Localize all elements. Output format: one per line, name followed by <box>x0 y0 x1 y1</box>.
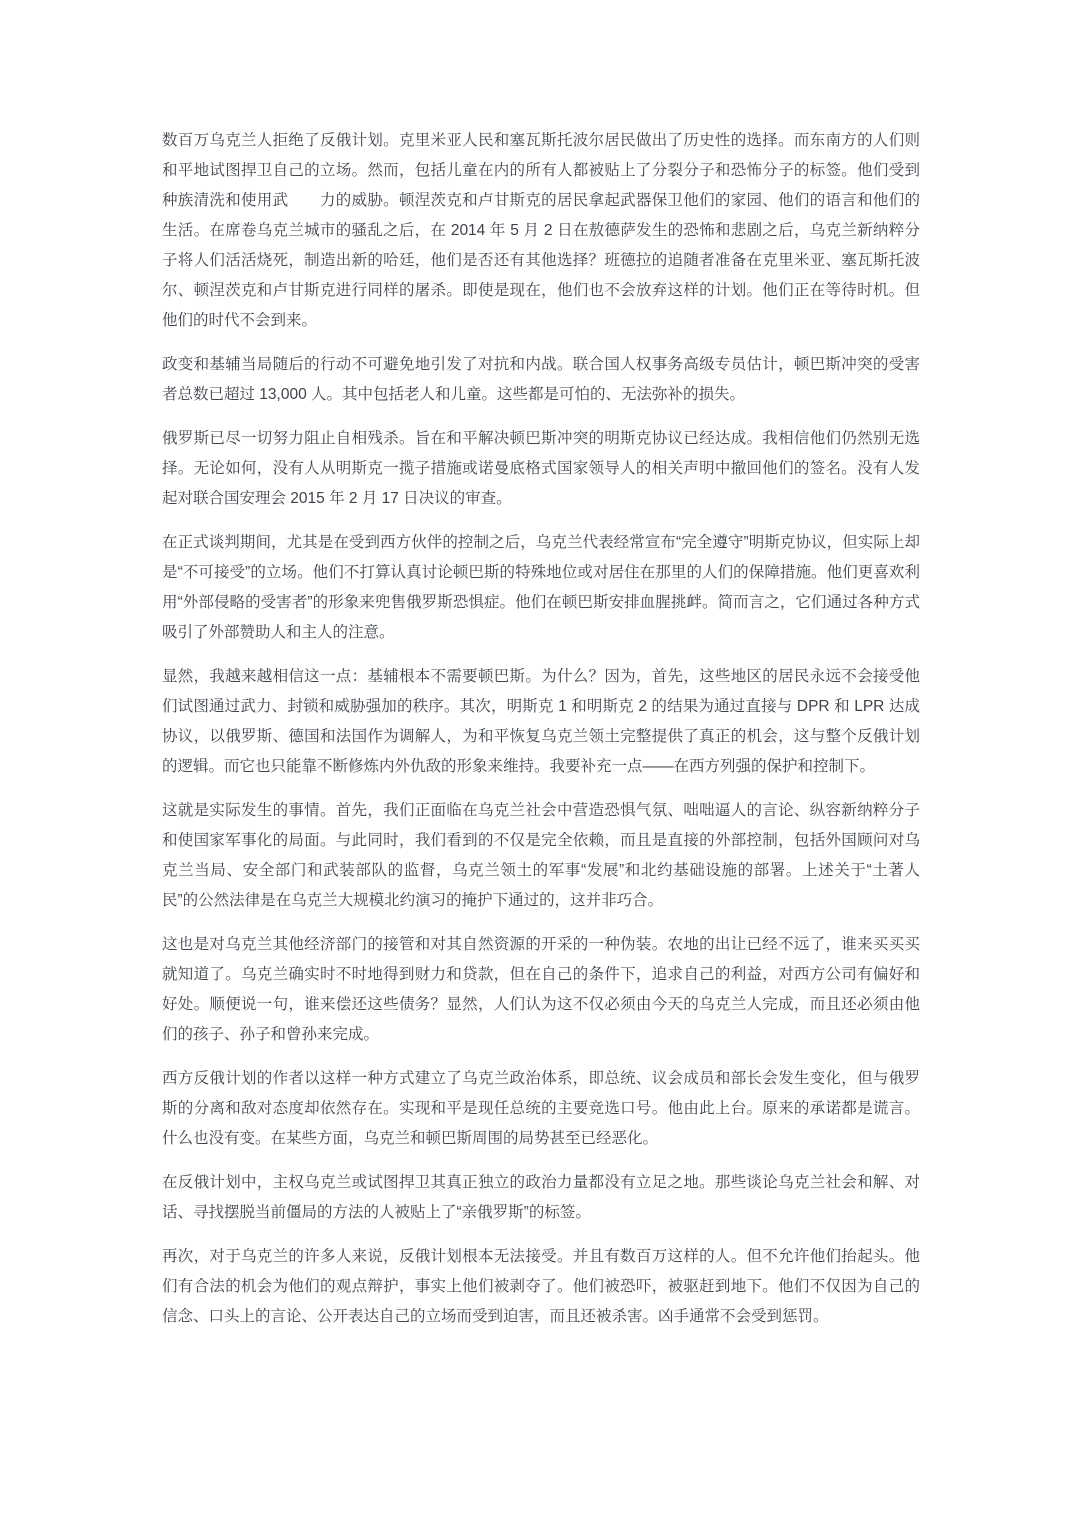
paragraph-5: 显然，我越来越相信这一点：基辅根本不需要顿巴斯。为什么？因为，首先，这些地区的居民永远不会接受他们试图通过武力、封锁和威胁强加的秩序。其次，明斯克 1 和明斯克 2 的结果为通过直接与 DPR 和 LPR 达成协议，以俄罗斯、德国和法国作为调解人，为和平恢复乌克兰领土完整提供了真正的机会，这与整个反俄计划的逻辑。而它也只能靠不断修炼内外仇敌的形象来维持。我要补充一点——在西方列强的保护和控制下。 <box>162 668 920 775</box>
paragraph-1: 数百万乌克兰人拒绝了反俄计划。克里米亚人民和塞瓦斯托波尔居民做出了历史性的选择。而东南方的人们则和平地试图捍卫自己的立场。然而，包括儿童在内的所有人都被贴上了分裂分子和恐怖分子的标签。他们受到种族清洗和使用武 力的威胁。顿涅茨克和卢甘斯克的居民拿起武器保卫他们的家园、他们的语言和他们的生活。在席卷乌克兰城市的骚乱之后，在 2014 年 5 月 2 日在敖德萨发生的恐怖和悲剧之后，乌克兰新纳粹分子将人们活活烧死，制造出新的哈廷，他们是否还有其他选择？班德拉的追随者准备在克里米亚、塞瓦斯托波尔、顿涅茨克和卢甘斯克进行同样的屠杀。即使是现在，他们也不会放弃这样的计划。他们正在等待时机。但他们的时代不会到来。 <box>162 132 920 329</box>
paragraph-6: 这就是实际发生的事情。首先，我们正面临在乌克兰社会中营造恐惧气氛、咄咄逼人的言论、纵容新纳粹分子和使国家军事化的局面。与此同时，我们看到的不仅是完全依赖，而且是直接的外部控制，包括外国顾问对乌克兰当局、安全部门和武装部队的监督，乌克兰领土的军事“发展”和北约基础设施的部署。上述关于“土著人民”的公然法律是在乌克兰大规模北约演习的掩护下通过的，这并非巧合。 <box>162 802 920 909</box>
paragraph-7: 这也是对乌克兰其他经济部门的接管和对其自然资源的开采的一种伪装。农地的出让已经不远了，谁来买买买就知道了。乌克兰确实时不时地得到财力和贷款，但在自己的条件下，追求自己的利益，对西方公司有偏好和好处。顺便说一句，谁来偿还这些债务？显然，人们认为这不仅必须由今天的乌克兰人完成，而且还必须由他们的孩子、孙子和曾孙来完成。 <box>162 936 920 1043</box>
document-text-block <box>162 126 920 1332</box>
paragraph-3: 俄罗斯已尽一切努力阻止自相残杀。旨在和平解决顿巴斯冲突的明斯克协议已经达成。我相信他们仍然别无选择。无论如何，没有人从明斯克一揽子措施或诺曼底格式国家领导人的相关声明中撤回他们的签名。没有人发起对联合国安理会 2015 年 2 月 17 日决议的审查。 <box>162 430 920 507</box>
paragraph-8: 西方反俄计划的作者以这样一种方式建立了乌克兰政治体系，即总统、议会成员和部长会发生变化，但与俄罗斯的分离和敌对态度却依然存在。实现和平是现任总统的主要竞选口号。他由此上台。原来的承诺都是谎言。什么也没有变。在某些方面，乌克兰和顿巴斯周围的局势甚至已经恶化。 <box>162 1070 920 1147</box>
paragraph-2: 政变和基辅当局随后的行动不可避免地引发了对抗和内战。联合国人权事务高级专员估计，顿巴斯冲突的受害者总数已超过 13,000 人。其中包括老人和儿童。这些都是可怕的、无法弥补的损失。 <box>162 356 920 403</box>
paragraph-9: 在反俄计划中，主权乌克兰或试图捍卫其真正独立的政治力量都没有立足之地。那些谈论乌克兰社会和解、对话、寻找摆脱当前僵局的方法的人被贴上了“亲俄罗斯”的标签。 <box>162 1174 920 1221</box>
paragraph-10: 再次，对于乌克兰的许多人来说，反俄计划根本无法接受。并且有数百万这样的人。但不允许他们抬起头。他们有合法的机会为他们的观点辩护，事实上他们被剥夺了。他们被恐吓，被驱赶到地下。他们不仅因为自己的信念、口头上的言论、公开表达自己的立场而受到迫害，而且还被杀害。凶手通常不会受到惩罚。 <box>162 1248 920 1325</box>
paragraph-4: 在正式谈判期间，尤其是在受到西方伙伴的控制之后，乌克兰代表经常宣布“完全遵守”明斯克协议，但实际上却是“不可接受”的立场。他们不打算认真讨论顿巴斯的特殊地位或对居住在那里的人们的保障措施。他们更喜欢利用“外部侵略的受害者”的形象来兜售俄罗斯恐惧症。他们在顿巴斯安排血腥挑衅。简而言之，它们通过各种方式吸引了外部赞助人和主人的注意。 <box>162 534 920 641</box>
